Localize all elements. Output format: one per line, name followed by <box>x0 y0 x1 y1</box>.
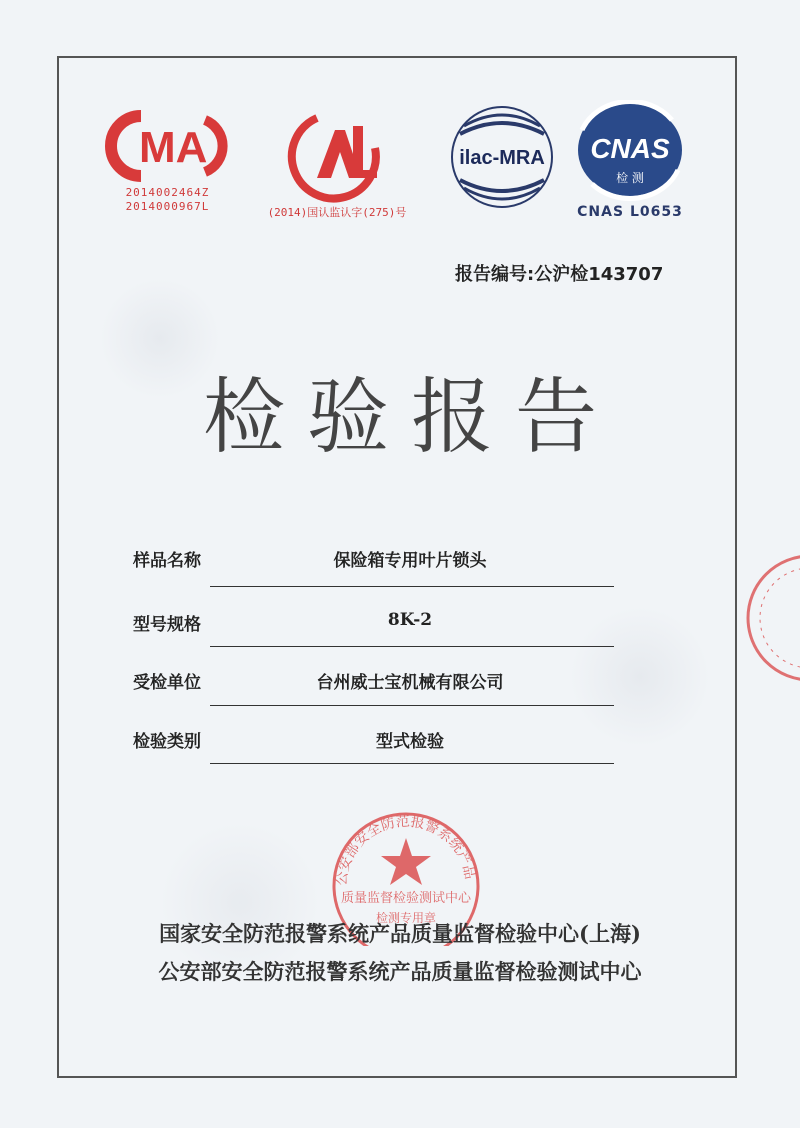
document-title: 检验报告 <box>202 370 619 465</box>
organization-name-primary: 国家安全防范报警系统产品质量监督检验中心(上海) <box>159 921 641 946</box>
model-spec-underline <box>210 646 614 647</box>
inspected-unit-value: 台州威士宝机械有限公司 <box>316 673 504 693</box>
seal-bottom-text: 检测专用章 <box>375 911 437 925</box>
inspected-unit-underline <box>210 705 614 706</box>
seal-ring-text: 公安部安全防范报警系统产品 <box>333 813 478 887</box>
seal-center-text: 质量监督检验测试中心 <box>340 891 472 906</box>
inspection-type-underline <box>210 763 614 764</box>
cma-logo <box>105 110 230 182</box>
cnas-logo <box>572 100 690 202</box>
inspection-type-value: 型式检验 <box>376 732 444 752</box>
report-number: 报告编号:公沪检143707 <box>455 264 664 285</box>
inspected-unit-label: 受检单位 <box>133 673 201 693</box>
cnas-logo-text: CNAS <box>590 133 670 164</box>
cma-logo-text: MA <box>139 123 208 172</box>
cal-logo <box>287 108 387 204</box>
ilac-mra-text: ilac-MRA <box>459 147 545 169</box>
cal-approval-caption: (2014)国认监认字(275)号 <box>267 206 407 219</box>
sample-name-underline <box>210 586 614 587</box>
sample-name-value: 保险箱专用叶片锁头 <box>333 551 487 571</box>
sample-name-label: 样品名称 <box>133 551 201 571</box>
cnas-logo-subtext: 检 测 <box>616 171 644 185</box>
organization-name-secondary: 公安部安全防范报警系统产品质量监督检验测试中心 <box>158 959 642 984</box>
inspection-type-label: 检验类别 <box>133 732 201 752</box>
cnas-accreditation-number: CNAS L0653 <box>577 204 683 220</box>
model-spec-value: 8K-2 <box>387 610 433 630</box>
edge-seal-stamp <box>740 548 800 688</box>
model-spec-label: 型号规格 <box>133 615 201 635</box>
cma-certificate-numbers: 2014002464Z 2014000967L <box>125 186 210 213</box>
ilac-mra-logo <box>446 102 558 212</box>
